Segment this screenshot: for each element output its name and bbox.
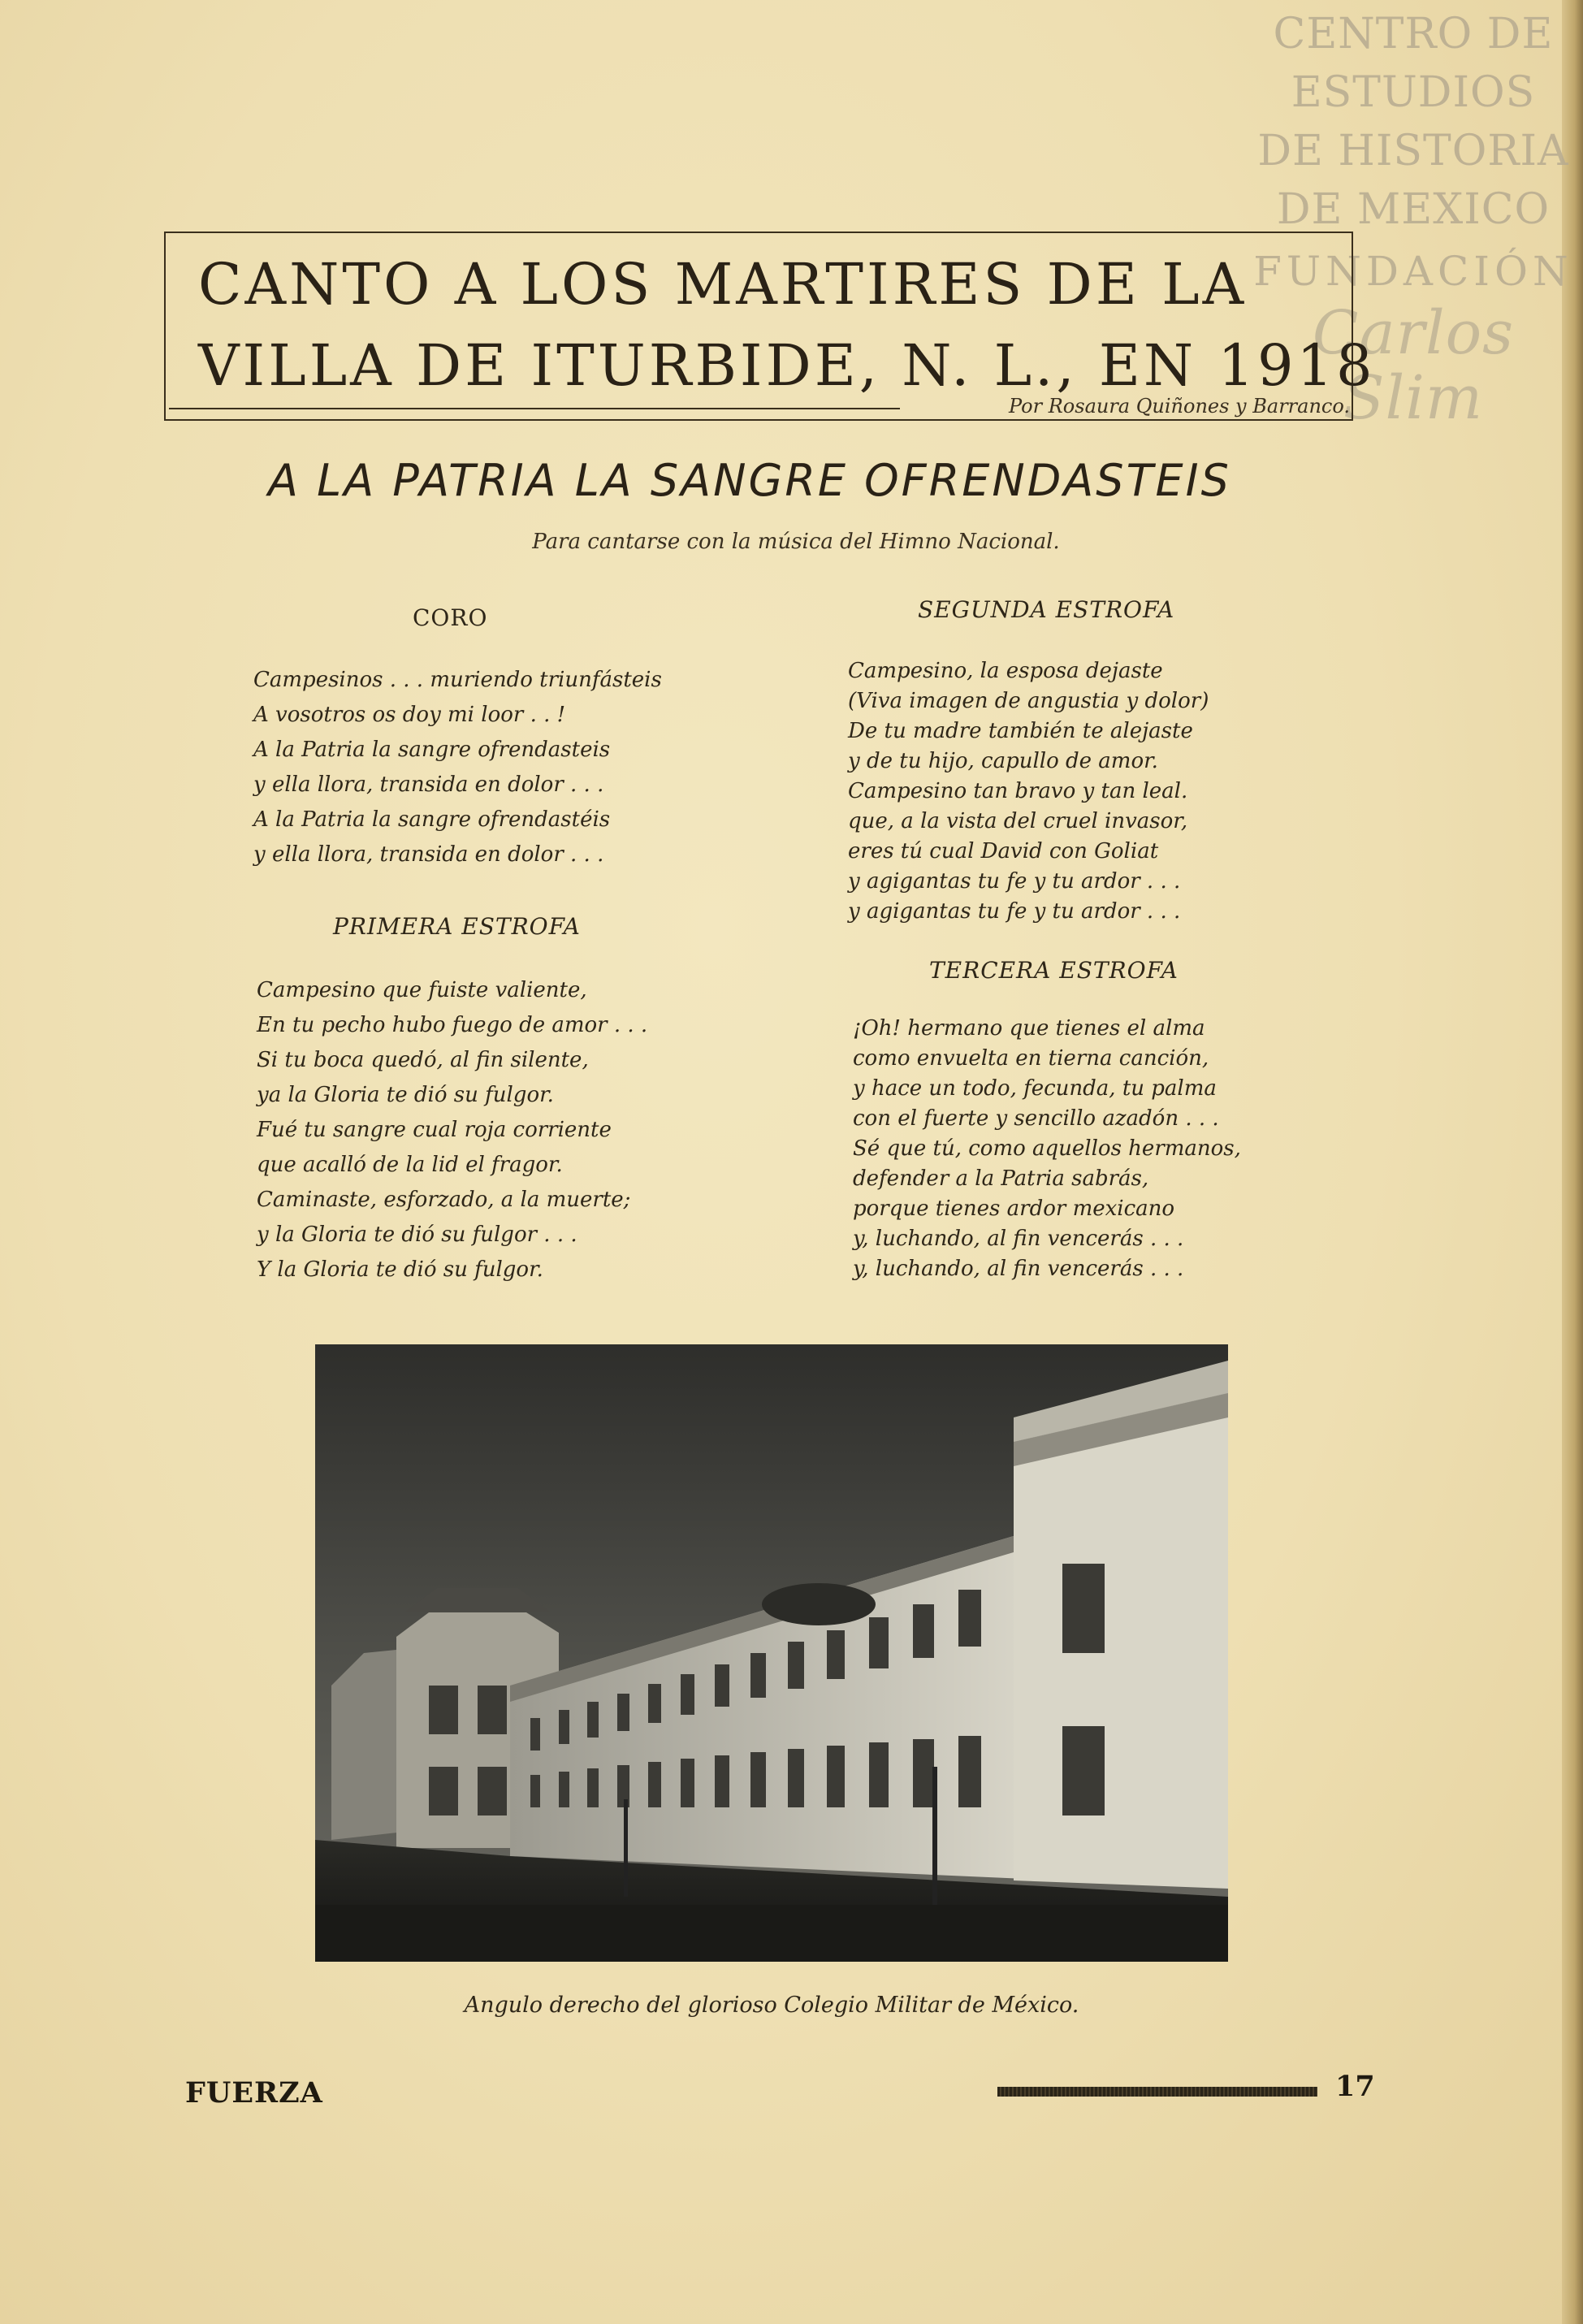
verse-line: y, luchando, al fin vencerás . . .: [853, 1257, 1184, 1281]
primera-verse: [257, 973, 647, 1288]
verse-line: y ella llora, transida en dolor . . .: [253, 842, 604, 867]
verse-line: Campesino tan bravo y tan leal.: [848, 779, 1188, 803]
music-note: Para cantarse con la música del Himno Nacional.: [532, 530, 1060, 554]
coro-verse: [253, 663, 662, 872]
title-line: CANTO A LOS MARTIRES DE LA: [198, 251, 1248, 318]
verse-line: y hace un todo, fecunda, tu palma: [853, 1076, 1217, 1101]
verse-line: y de tu hijo, capullo de amor.: [848, 749, 1158, 773]
verse-line: Campesinos . . . muriendo triunfásteis: [253, 668, 662, 692]
verse-line: Campesino que fuiste valiente,: [257, 978, 587, 1002]
byline-rule: [169, 408, 900, 409]
verse-line: que acalló de la lid el fragor.: [257, 1153, 563, 1177]
tercera-heading: TERCERA ESTROFA: [929, 957, 1179, 984]
verse-line: En tu pecho hubo fuego de amor . . .: [257, 1013, 648, 1037]
verse-line: y la Gloria te dió su fulgor . . .: [257, 1223, 577, 1247]
verse-line: con el fuerte y sencillo azadón . . .: [853, 1106, 1219, 1131]
tercera-verse: [853, 1014, 1241, 1284]
watermark-line: DE MEXICO: [1276, 185, 1551, 234]
verse-line: defender a la Patria sabrás,: [853, 1166, 1149, 1191]
byline: [169, 395, 1350, 419]
verse-line: Sé que tú, como aquellos hermanos,: [853, 1136, 1241, 1161]
verse-line: (Viva imagen de angustia y dolor): [848, 689, 1209, 713]
verse-line: A la Patria la sangre ofrendastéis: [253, 807, 611, 832]
watermark-signature: Carlos Slim: [1312, 298, 1515, 433]
segunda-heading: SEGUNDA ESTROFA: [918, 596, 1175, 623]
verse-line: Y la Gloria te dió su fulgor.: [257, 1257, 543, 1282]
page-number: 17: [1335, 2070, 1375, 2103]
verse-line: ¡Oh! hermano que tienes el alma: [853, 1016, 1205, 1041]
verse-line: ya la Gloria te dió su fulgor.: [257, 1083, 554, 1107]
verse-line: porque tienes ardor mexicano: [853, 1197, 1175, 1221]
verse-line: y, luchando, al fin vencerás . . .: [853, 1227, 1184, 1251]
author-credit: Por Rosaura Quiñones y Barranco.: [1009, 395, 1350, 418]
verse-line: De tu madre también te alejaste: [848, 719, 1193, 743]
article-title: [198, 244, 1376, 406]
verse-line: Si tu boca quedó, al fin silente,: [257, 1048, 589, 1072]
photo-caption: Angulo derecho del glorioso Colegio Militar de México.: [464, 1993, 1079, 2018]
poem-subtitle: A LA PATRIA LA SANGRE OFRENDASTEIS: [268, 455, 1231, 506]
watermark-fundacion: FUNDACIÓN: [1253, 248, 1573, 295]
watermark-line: DE HISTORIA: [1257, 127, 1569, 175]
verse-line: y agigantas tu fe y tu ardor . . .: [848, 899, 1181, 924]
verse-line: y agigantas tu fe y tu ardor . . .: [848, 869, 1181, 894]
verse-line: Caminaste, esforzado, a la muerte;: [257, 1188, 631, 1212]
verse-line: eres tú cual David con Goliat: [848, 839, 1159, 863]
title-line: VILLA DE ITURBIDE, N. L., EN 1918: [198, 332, 1376, 399]
colegio-militar-photo: [315, 1344, 1228, 1962]
primera-heading: PRIMERA ESTROFA: [333, 913, 581, 940]
verse-line: como envuelta en tierna canción,: [853, 1046, 1209, 1071]
magazine-name: FUERZA: [185, 2076, 323, 2110]
verse-line: Campesino, la esposa dejaste: [848, 659, 1163, 683]
segunda-verse: [848, 656, 1209, 927]
verse-line: que, a la vista del cruel invasor,: [848, 809, 1188, 833]
verse-line: A vosotros os doy mi loor . . !: [253, 703, 566, 727]
footer-rule: [997, 2087, 1317, 2097]
verse-line: A la Patria la sangre ofrendasteis: [253, 738, 611, 762]
watermark-line: CENTRO DE: [1273, 10, 1554, 58]
verse-line: y ella llora, transida en dolor . . .: [253, 773, 604, 797]
verse-line: Fué tu sangre cual roja corriente: [257, 1118, 612, 1142]
watermark-line: ESTUDIOS: [1291, 68, 1536, 117]
coro-heading: CORO: [413, 604, 488, 631]
